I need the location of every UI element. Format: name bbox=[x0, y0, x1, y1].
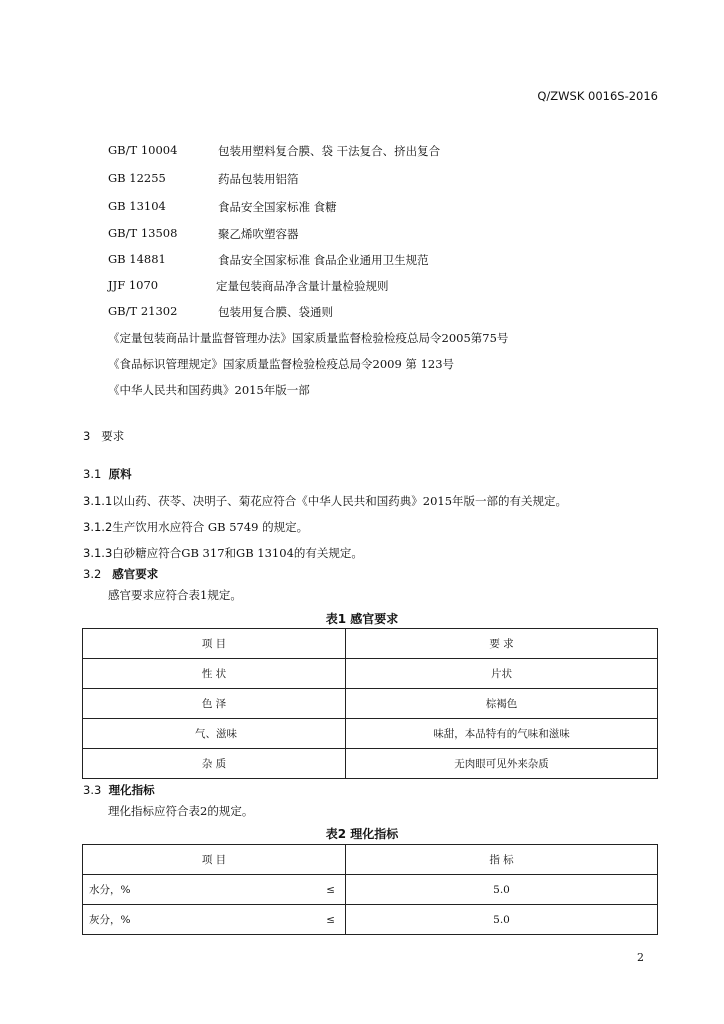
item-label: 水分，% bbox=[89, 884, 131, 896]
table1 bbox=[82, 628, 658, 779]
table-cell: 棕褐色 bbox=[346, 689, 658, 719]
table-header-cell: 项 目 bbox=[83, 629, 346, 659]
reference-code: GB/T 21302 bbox=[108, 304, 178, 318]
page-number: 2 bbox=[637, 951, 644, 964]
table-cell: 片状 bbox=[346, 659, 658, 689]
table2-caption: 表2 理化指标 bbox=[325, 827, 399, 841]
reference-title: 包装用复合膜、袋通则 bbox=[218, 305, 333, 319]
table-cell: 无肉眼可见外来杂质 bbox=[346, 749, 658, 779]
subsection-number: 3.3 bbox=[83, 783, 102, 797]
regulation-item: 《中华人民共和国药典》2015年版一部 bbox=[108, 383, 310, 397]
clause-3-1-1 bbox=[83, 493, 567, 509]
clause-number: 3.1.3 bbox=[83, 546, 113, 560]
document-id: Q/ZWSK 0016S-2016 bbox=[537, 89, 658, 103]
clause-text: 白砂糖应符合GB 317和GB 13104的有关规定。 bbox=[112, 546, 363, 560]
table-cell: 5.0 bbox=[346, 875, 658, 905]
table-cell: 气、滋味 bbox=[83, 719, 346, 749]
clause-text: 生产饮用水应符合 GB 5749 的规定。 bbox=[112, 520, 309, 534]
paragraph: 感官要求应符合表1规定。 bbox=[108, 588, 242, 602]
table-cell: 杂 质 bbox=[83, 749, 346, 779]
section-number: 3 bbox=[83, 429, 91, 443]
reference-item bbox=[108, 143, 628, 159]
table-row bbox=[83, 749, 658, 779]
subsection-number: 3.2 bbox=[83, 567, 102, 581]
clause-3-1-2 bbox=[83, 519, 308, 535]
reference-code: GB/T 10004 bbox=[108, 143, 178, 157]
table-cell bbox=[83, 875, 346, 905]
subsection-heading bbox=[83, 782, 155, 798]
table-row bbox=[83, 905, 658, 935]
reference-title: 食品安全国家标准 食品企业通用卫生规范 bbox=[218, 253, 429, 267]
reference-title: 食品安全国家标准 食糖 bbox=[218, 200, 337, 214]
reference-item bbox=[108, 278, 628, 294]
reference-title: 药品包装用铝箔 bbox=[218, 172, 299, 186]
clause-3-1-3 bbox=[83, 545, 363, 561]
reference-code: GB 12255 bbox=[108, 171, 166, 185]
reference-item bbox=[108, 252, 628, 268]
subsection-title: 理化指标 bbox=[108, 783, 155, 797]
reference-title: 聚乙烯吹塑容器 bbox=[218, 227, 299, 241]
regulation-item: 《食品标识管理规定》国家质量监督检验检疫总局令2009 第 123号 bbox=[108, 357, 455, 371]
table-cell: 性 状 bbox=[83, 659, 346, 689]
table-cell: 味甜，本品特有的气味和滋味 bbox=[346, 719, 658, 749]
subsection-heading bbox=[83, 466, 132, 482]
item-label: 灰分，% bbox=[89, 914, 131, 926]
reference-item bbox=[108, 171, 628, 187]
table-header-cell: 指 标 bbox=[346, 845, 658, 875]
reference-code: JJF 1070 bbox=[108, 278, 159, 292]
comparison-operator: ≤ bbox=[326, 913, 335, 926]
table-header-cell: 要 求 bbox=[346, 629, 658, 659]
table-cell: 5.0 bbox=[346, 905, 658, 935]
reference-code: GB 13104 bbox=[108, 199, 166, 213]
reference-title: 包装用塑料复合膜、袋 干法复合、挤出复合 bbox=[218, 144, 441, 158]
reference-code: GB/T 13508 bbox=[108, 226, 178, 240]
clause-text: 以山药、茯苓、决明子、菊花应符合《中华人民共和国药典》2015年版一部的有关规定。 bbox=[112, 494, 568, 508]
reference-item bbox=[108, 199, 628, 215]
clause-number: 3.1.2 bbox=[83, 520, 113, 534]
subsection-heading bbox=[83, 566, 158, 582]
comparison-operator: ≤ bbox=[326, 883, 335, 896]
reference-code: GB 14881 bbox=[108, 252, 166, 266]
table-row bbox=[83, 659, 658, 689]
subsection-title: 感官要求 bbox=[112, 567, 159, 581]
subsection-title: 原料 bbox=[108, 467, 132, 481]
paragraph: 理化指标应符合表2的规定。 bbox=[108, 804, 254, 818]
reference-item bbox=[108, 226, 628, 242]
section-heading bbox=[83, 428, 124, 444]
clause-number: 3.1.1 bbox=[83, 494, 113, 508]
table-cell: 色 泽 bbox=[83, 689, 346, 719]
table-cell bbox=[83, 905, 346, 935]
table-header-row bbox=[83, 629, 658, 659]
subsection-number: 3.1 bbox=[83, 467, 102, 481]
table-row bbox=[83, 875, 658, 905]
table-header-row bbox=[83, 845, 658, 875]
table1-caption: 表1 感官要求 bbox=[325, 612, 399, 626]
table-header-cell: 项 目 bbox=[83, 845, 346, 875]
regulation-item: 《定量包装商品计量监督管理办法》国家质量监督检验检疫总局令2005第75号 bbox=[108, 331, 509, 345]
table-row bbox=[83, 719, 658, 749]
reference-title: 定量包装商品净含量计量检验规则 bbox=[216, 279, 389, 293]
reference-item bbox=[108, 304, 628, 320]
table-row bbox=[83, 689, 658, 719]
section-title: 要求 bbox=[101, 429, 125, 443]
table2 bbox=[82, 844, 658, 935]
